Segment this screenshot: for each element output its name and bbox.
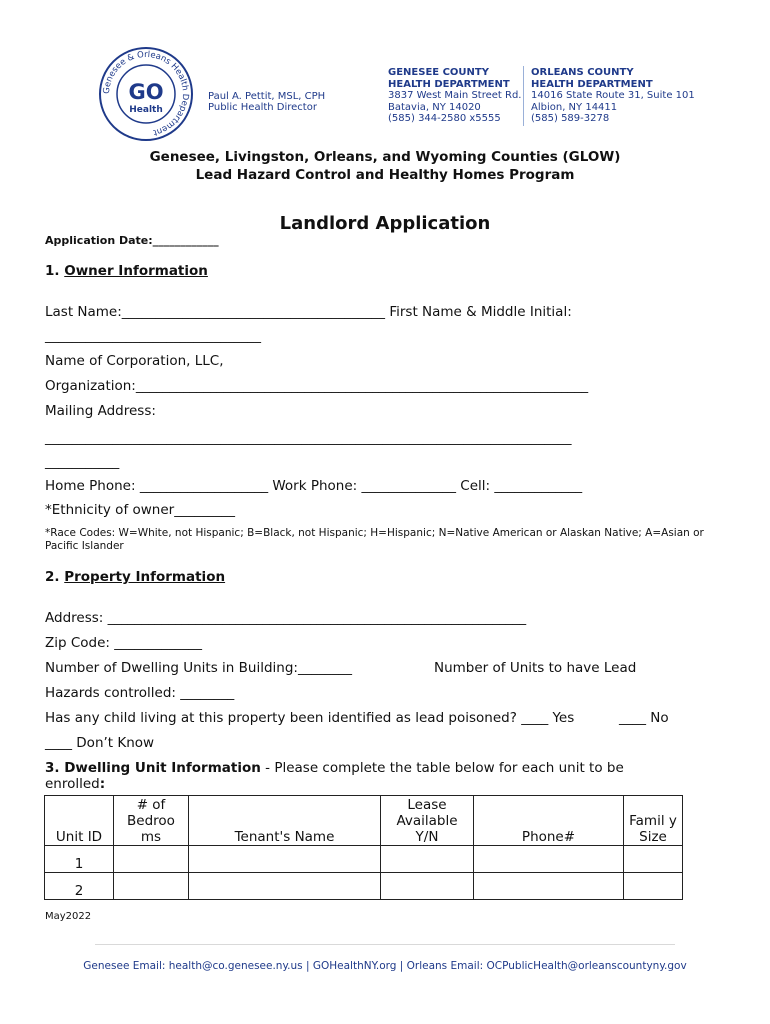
col-header-tenant-name: Tenant's Name: [189, 796, 381, 846]
corporation-label: Name of Corporation, LLC,: [45, 353, 224, 369]
hazards-controlled-field[interactable]: Hazards controlled: ________: [45, 685, 235, 701]
section-property-heading: [45, 569, 225, 585]
col-header-bedrooms: # of Bedroo ms: [114, 796, 189, 846]
last-name-field[interactable]: Last Name:_______________________________________ First Name & Middle Initial:: [45, 304, 572, 320]
section-property-number: 2.: [45, 569, 65, 585]
genesee-address2: Batavia, NY 14020: [388, 101, 481, 113]
property-address-field[interactable]: Address: ______________________________________________________________: [45, 610, 527, 626]
section-dwelling-heading: [45, 760, 624, 776]
unit-id-cell[interactable]: 1: [45, 846, 114, 873]
section-owner-heading: [45, 263, 208, 279]
program-line1: Genesee, Livingston, Orleans, and Wyoming Counties (GLOW): [149, 149, 621, 165]
header-divider: [523, 66, 524, 126]
orleans-address1: 14016 State Route 31, Suite 101: [531, 90, 695, 101]
page-title: Landlord Application: [279, 213, 491, 234]
phone-fields[interactable]: Home Phone: ___________________ Work Phone: ______________ Cell: _____________: [45, 478, 583, 494]
col-header-lease-available: Lease Available Y/N: [381, 796, 474, 846]
director-title: Public Health Director: [208, 102, 317, 113]
race-codes-note: *Race Codes: W=White, not Hispanic; B=Black, not Hispanic; H=Hispanic; N=Native American or Alaskan Native; A=Asian or Pacific Islander: [45, 527, 704, 552]
lead-poisoned-yes-field[interactable]: Has any child living at this property been identified as lead poisoned? ____ Yes: [45, 710, 575, 726]
section-owner-number: 1.: [45, 263, 65, 279]
genesee-dept-line1: GENESEE COUNTY: [388, 67, 489, 78]
mailing-address-label: Mailing Address:: [45, 403, 156, 419]
section-dwelling-colon: :: [99, 776, 106, 792]
section-dwelling-enrolled: enrolled: [45, 776, 100, 792]
zip-code-field[interactable]: Zip Code: _____________: [45, 635, 203, 651]
orleans-dept-line2: HEALTH DEPARTMENT: [531, 78, 653, 90]
bedrooms-cell[interactable]: [114, 846, 189, 873]
tenant-name-cell[interactable]: [189, 873, 381, 900]
orleans-phone: (585) 589-3278: [531, 113, 610, 124]
col-header-family-size: Famil y Size: [624, 796, 683, 846]
family-size-cell[interactable]: [624, 873, 683, 900]
section-dwelling-instructions-cont: [45, 776, 105, 792]
director-block: [208, 91, 325, 113]
lead-poisoned-no-field[interactable]: ____ No: [619, 710, 669, 726]
mailing-address-field-cont[interactable]: ___________: [45, 454, 120, 470]
director-name: Paul A. Pettit, MSL, CPH: [208, 91, 326, 102]
genesee-phone: (585) 344-2580 x5555: [388, 113, 501, 124]
table-row: [45, 873, 683, 900]
dwelling-unit-table: [44, 795, 683, 900]
table-header-row: [45, 796, 683, 846]
bedrooms-cell[interactable]: [114, 873, 189, 900]
col-header-unit-id: Unit ID: [45, 796, 114, 846]
section-dwelling-instructions: - Please complete the table below for each unit to be: [260, 760, 624, 776]
organization-field[interactable]: Organization:___________________________________________________________________: [45, 378, 589, 394]
table-row: [45, 846, 683, 873]
logo-sub-text: Health: [129, 105, 163, 115]
genesee-dept-block: [388, 67, 521, 125]
phone-cell[interactable]: [474, 846, 624, 873]
unit-id-cell[interactable]: 2: [45, 873, 114, 900]
phone-cell[interactable]: [474, 873, 624, 900]
genesee-dept-line2: HEALTH DEPARTMENT: [388, 78, 510, 90]
lead-units-label: Number of Units to have Lead: [434, 660, 637, 676]
application-date-field[interactable]: Application Date:____________: [45, 234, 219, 247]
footer-divider: [95, 944, 675, 945]
ethnicity-field[interactable]: *Ethnicity of owner_________: [45, 502, 235, 518]
section-dwelling-title: 3. Dwelling Unit Information: [45, 760, 261, 776]
section-owner-title: Owner Information: [64, 263, 208, 279]
lead-poisoned-dont-know-field[interactable]: ____ Don’t Know: [45, 735, 155, 751]
footer-emails: Genesee Email: health@co.genesee.ny.us | GOHealthNY.org | Orleans Email: OCPublicHealth@orleanscountyny.gov: [83, 960, 687, 972]
form-revision-date: May2022: [45, 911, 92, 922]
lease-available-cell[interactable]: [381, 873, 474, 900]
dwelling-units-field[interactable]: Number of Dwelling Units in Building:________: [45, 660, 352, 676]
first-name-field[interactable]: ________________________________: [45, 328, 261, 344]
program-line2: Lead Hazard Control and Healthy Homes Program: [195, 167, 575, 183]
col-header-phone: Phone#: [474, 796, 624, 846]
section-property-title: Property Information: [64, 569, 226, 585]
logo-center-text: GO: [128, 80, 164, 104]
lease-available-cell[interactable]: [381, 846, 474, 873]
logo-ring-text: Genesee & Orleans Health Department: [101, 49, 191, 138]
go-health-logo: [98, 46, 194, 142]
orleans-address2: Albion, NY 14411: [531, 101, 618, 113]
tenant-name-cell[interactable]: [189, 846, 381, 873]
orleans-dept-line1: ORLEANS COUNTY: [531, 67, 634, 78]
genesee-address1: 3837 West Main Street Rd.: [388, 90, 522, 101]
family-size-cell[interactable]: [624, 846, 683, 873]
orleans-dept-block: [531, 67, 695, 125]
mailing-address-field[interactable]: ______________________________________________________________________________: [45, 430, 572, 446]
